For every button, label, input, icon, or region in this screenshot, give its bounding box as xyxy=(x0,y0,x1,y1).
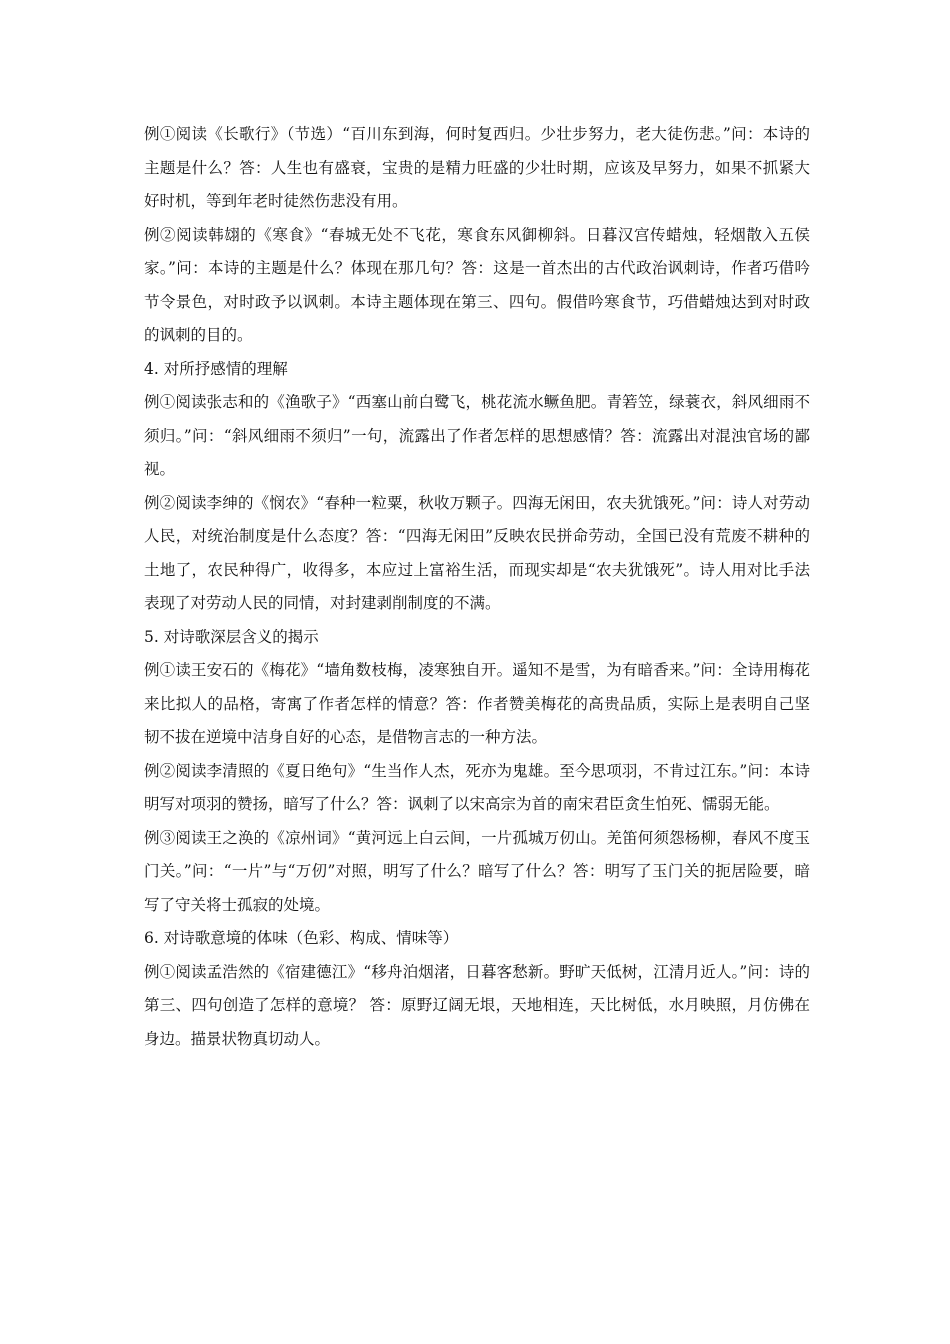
paragraph-example-changgexing: 例①阅读《长歌行》（节选）“百川东到海，何时复西归。少壮步努力，老大徒伤悲。”问：本诗的主题是什么？答：人生也有盛衰，宝贵的是精力旺盛的少壮时期，应该及早努力，如果不抓紧大好时机，等到年老时徒然伤悲没有用。 xyxy=(144,125,810,210)
paragraph-example-minnong: 例②阅读李绅的《悯农》“春种一粒粟，秋收万颗子。四海无闲田，农夫犹饿死。”问：诗人对劳动人民，对统治制度是什么态度？答：“四海无闲田”反映农民拼命劳动，全国已没有荒废不耕种的土地了，农民种得广，收得多，本应过上富裕生活，而现实却是“农夫犹饿死”。诗人用对比手法表现了对劳动人民的同情，对封建剥削制度的不满。 xyxy=(144,493,810,612)
paragraph-example-yugezi: 例①阅读张志和的《渔歌子》“西塞山前白鹭飞，桃花流水鳜鱼肥。青箬笠，绿蓑衣，斜风细雨不须归。”问：“斜风细雨不须归”一句，流露出了作者怎样的思想感情？答：流露出对混浊官场的鄙视。 xyxy=(144,393,810,478)
paragraph-example-meihua: 例①读王安石的《梅花》“墙角数枝梅，凌寒独自开。遥知不是雪，为有暗香来。”问：全诗用梅花来比拟人的品格，寄寓了作者怎样的情意？答：作者赞美梅花的高贵品质，实际上是表明自己坚韧不拔在逆境中洁身自好的心态，是借物言志的一种方法。 xyxy=(144,661,810,746)
paragraph-example-sujiandejiang: 例①阅读孟浩然的《宿建德江》“移舟泊烟渚，日暮客愁新。野旷天低树，江清月近人。”问：诗的第三、四句创造了怎样的意境？ 答：原野辽阔无垠，天地相连，天比树低，水月映照，月仿佛在身边。描景状物真切动人。 xyxy=(144,962,810,1048)
section-heading-5: 5. 对诗歌深层含义的揭示 xyxy=(144,627,319,646)
paragraph-example-liangzhouci: 例③阅读王之涣的《凉州词》“黄河远上白云间，一片孤城万仞山。羌笛何须怨杨柳，春风不度玉门关。”问：“一片”与“万仞”对照，明写了什么？暗写了什么？答：明写了玉门关的扼居险要，暗写了守关将士孤寂的处境。 xyxy=(144,828,810,914)
paragraph-example-hanshi: 例②阅读韩翃的《寒食》“春城无处不飞花，寒食东风御柳斜。日暮汉宫传蜡烛，轻烟散入五侯家。”问：本诗的主题是什么？体现在那几句？答：这是一首杰出的古代政治讽刺诗，作者巧借吟节令景色，对时政予以讽刺。本诗主题体现在第三、四句。假借吟寒食节，巧借蜡烛达到对时政的讽刺的目的。 xyxy=(144,225,810,344)
section-heading-6: 6. 对诗歌意境的体味（色彩、构成、情味等） xyxy=(144,929,459,947)
section-heading-4: 4. 对所抒感情的理解 xyxy=(144,359,288,378)
paragraph-example-xiarijueju: 例②阅读李清照的《夏日绝句》“生当作人杰，死亦为鬼雄。至今思项羽，不肯过江东。”问：本诗明写对项羽的赞扬，暗写了什么？答：讽刺了以宋高宗为首的南宋君臣贪生怕死、懦弱无能。 xyxy=(144,761,810,813)
